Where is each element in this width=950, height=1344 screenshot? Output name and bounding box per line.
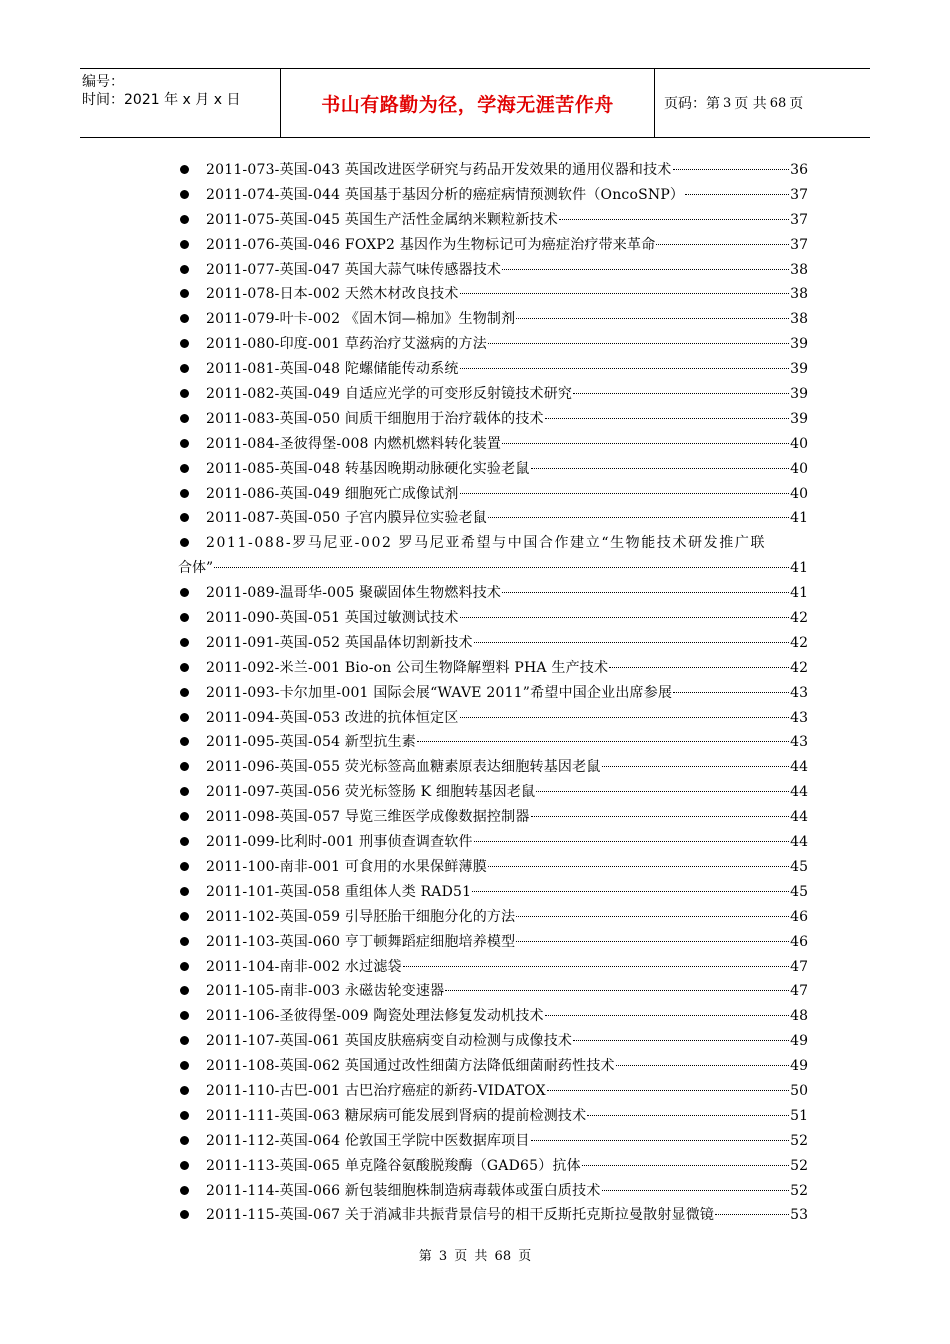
- dot-leader: [488, 342, 789, 344]
- dot-leader: [582, 1164, 789, 1166]
- toc-entry-page: 48: [790, 1008, 808, 1025]
- toc-entry-continuation[interactable]: [178, 556, 808, 581]
- toc-entry-title: 2011-108-英国-062 英国通过改性细菌方法降低细菌耐药性技术: [206, 1058, 615, 1075]
- dot-leader: [559, 218, 789, 220]
- toc-entry-title: 2011-079-叶卡-002 《固木饲—棉加》生物制剂: [206, 311, 516, 328]
- toc-entry-page: 40: [790, 435, 808, 452]
- toc-entry-page: 42: [790, 610, 808, 627]
- toc-entry-page: 47: [790, 958, 808, 975]
- dot-leader: [545, 417, 789, 419]
- toc-entry[interactable]: [178, 382, 808, 407]
- toc-entry-title: 2011-085-英国-048 转基因晚期动脉硬化实验老鼠: [206, 460, 530, 477]
- dot-leader: [488, 865, 789, 867]
- toc-entry-title: 2011-073-英国-043 英国改进医学研究与药品开发效果的通用仪器和技术: [206, 162, 672, 178]
- toc-entry-page: 38: [790, 286, 808, 303]
- toc-entry[interactable]: [178, 1179, 808, 1204]
- dot-leader: [516, 915, 789, 917]
- page-current: 3: [723, 95, 732, 111]
- toc-entry-title: 2011-107-英国-061 英国皮肤癌病变自动检测与成像技术: [206, 1033, 573, 1050]
- toc-entry[interactable]: [178, 1129, 808, 1154]
- dot-leader: [602, 1189, 790, 1191]
- dot-leader: [531, 1139, 790, 1141]
- toc-entry-title: 2011-088-罗马尼亚-002 罗马尼亚希望与中国合作建立“生物能技术研发推广联: [206, 535, 767, 552]
- toc-entry-title: 2011-097-英国-056 荧光标签肠 K 细胞转基因老鼠: [206, 784, 536, 801]
- toc-entry-page: 39: [790, 336, 808, 353]
- dot-leader: [417, 740, 789, 742]
- toc-entry-page: 39: [790, 410, 808, 427]
- toc-entry-title: 2011-075-英国-045 英国生产活性金属纳米颗粒新技术: [206, 211, 558, 228]
- page-footer: 第 3 页 共 68 页: [418, 1249, 532, 1264]
- toc-entry-title: 2011-112-英国-064 伦敦国王学院中医数据库项目: [206, 1132, 530, 1149]
- toc-entry[interactable]: [178, 656, 808, 681]
- toc-entry-title: 2011-114-英国-066 新包装细胞株制造病毒载体或蛋白质技术: [206, 1182, 601, 1199]
- toc-entry[interactable]: [178, 780, 808, 805]
- dot-leader: [502, 442, 789, 444]
- page-prefix: 页码：第: [664, 96, 720, 112]
- dot-leader: [545, 1014, 789, 1016]
- toc-entry[interactable]: [178, 258, 808, 283]
- toc-entry[interactable]: [178, 332, 808, 357]
- toc-entry-page: 50: [790, 1082, 808, 1099]
- dot-leader: [488, 516, 789, 518]
- toc-entry[interactable]: [178, 905, 808, 930]
- toc-entry-page: 42: [790, 634, 808, 651]
- toc-entry-page: 52: [790, 1182, 808, 1199]
- toc-entry[interactable]: [178, 531, 808, 556]
- toc-entry-page: 53: [790, 1207, 808, 1224]
- toc-entry-page: 45: [790, 883, 808, 900]
- toc-entry[interactable]: [178, 158, 808, 183]
- dot-leader: [502, 591, 789, 593]
- header-divider: [654, 69, 655, 137]
- toc-entry-title: 2011-081-英国-048 陀螺储能传动系统: [206, 361, 459, 378]
- toc-entry[interactable]: [178, 457, 808, 482]
- toc-entry-page: 39: [790, 361, 808, 378]
- toc-entry-page: 43: [790, 734, 808, 751]
- toc-entry[interactable]: [178, 407, 808, 432]
- toc-entry-title: 2011-099-比利时-001 刑事侦查调查软件: [206, 834, 473, 851]
- dot-leader: [715, 1213, 789, 1215]
- toc-entry-page: 45: [790, 858, 808, 875]
- toc-entry-title: 2011-074-英国-044 英国基于基因分析的癌症病情预测软件（OncoSNP）: [206, 186, 685, 203]
- toc-entry-title: 2011-093-卡尔加里-001 国际会展“WAVE 2011”希望中国企业出席参展: [206, 684, 673, 701]
- dot-leader: [531, 467, 790, 469]
- dot-leader: [573, 392, 789, 394]
- page-suffix: 页: [789, 96, 804, 112]
- dot-leader: [474, 840, 789, 842]
- toc-entry-title: 2011-082-英国-049 自适应光学的可变形反射镜技术研究: [206, 386, 573, 403]
- toc-entry-page: 49: [790, 1033, 808, 1050]
- toc-entry[interactable]: [178, 1203, 808, 1228]
- header-page-info: [664, 69, 803, 137]
- toc-entry[interactable]: [178, 730, 808, 755]
- toc-entry-title: 2011-098-英国-057 导览三维医学成像数据控制器: [206, 809, 530, 826]
- toc-entry-page: 41: [790, 510, 808, 527]
- dot-leader: [474, 641, 789, 643]
- dot-leader: [502, 268, 789, 270]
- toc-entry-page: 38: [790, 311, 808, 328]
- toc-entry[interactable]: [178, 681, 808, 706]
- toc-entry-title: 2011-094-英国-053 改进的抗体恒定区: [206, 709, 459, 726]
- toc-entry-page: 39: [790, 386, 808, 403]
- toc-entry[interactable]: [178, 830, 808, 855]
- toc-entry-page: 52: [790, 1132, 808, 1149]
- toc-entry[interactable]: [178, 432, 808, 457]
- toc-entry-title: 2011-113-英国-065 单克隆谷氨酸脱羧酶（GAD65）抗体: [206, 1157, 581, 1174]
- toc-entry-title: 2011-084-圣彼得堡-008 内燃机燃料转化装置: [206, 435, 502, 452]
- dot-leader: [609, 666, 789, 668]
- toc-entry-page: 42: [790, 659, 808, 676]
- toc-entry-title: 2011-105-南非-003 永磁齿轮变速器: [206, 983, 445, 1000]
- dot-leader: [403, 965, 789, 967]
- toc-entry-title: 2011-089-温哥华-005 聚碳固体生物燃料技术: [206, 585, 502, 602]
- toc-entry[interactable]: [178, 357, 808, 382]
- toc-entry-page: 37: [790, 236, 808, 253]
- toc-entry-title: 2011-101-英国-058 重组体人类 RAD51: [206, 883, 472, 900]
- toc-entry[interactable]: [178, 1104, 808, 1129]
- toc-entry-page: 52: [790, 1157, 808, 1174]
- dot-leader: [531, 815, 790, 817]
- toc-entry-page: 44: [790, 809, 808, 826]
- toc-entry[interactable]: [178, 1029, 808, 1054]
- toc-entry[interactable]: [178, 706, 808, 731]
- toc-entry-title: 2011-100-南非-001 可食用的水果保鲜薄膜: [206, 858, 487, 875]
- toc-entry-page: 49: [790, 1058, 808, 1075]
- dot-leader: [573, 1039, 789, 1041]
- toc-entry[interactable]: [178, 805, 808, 830]
- dot-leader: [460, 616, 790, 618]
- toc-entry-page: 37: [790, 186, 808, 203]
- dot-leader: [602, 765, 790, 767]
- toc-entry-title: 2011-077-英国-047 英国大蒜气味传感器技术: [206, 261, 502, 278]
- toc-entry[interactable]: [178, 606, 808, 631]
- toc-entry-page: 46: [790, 908, 808, 925]
- toc-entry-title: 2011-092-米兰-001 Bio-on 公司生物降解塑料 PHA 生产技术: [206, 659, 609, 676]
- toc-entry[interactable]: [178, 282, 808, 307]
- dot-leader: [214, 566, 789, 568]
- table-of-contents: [178, 158, 808, 1228]
- toc-entry-title: 2011-087-英国-050 子宫内膜异位实验老鼠: [206, 510, 487, 527]
- toc-entry-page: 37: [790, 211, 808, 228]
- toc-entry-page: 44: [790, 784, 808, 801]
- toc-entry[interactable]: [178, 307, 808, 332]
- toc-entry-page: 41: [790, 585, 808, 602]
- page-total: 68: [769, 95, 787, 111]
- toc-entry[interactable]: [178, 880, 808, 905]
- toc-entry[interactable]: [178, 482, 808, 507]
- toc-entry-page: 40: [790, 460, 808, 477]
- toc-entry-title: 2011-110-古巴-001 古巴治疗癌症的新药-VIDATOX: [206, 1082, 546, 1099]
- page-middle: 页 共: [734, 96, 767, 112]
- toc-entry-page: 38: [790, 261, 808, 278]
- header-motto: 书山有路勤为径，学海无涯苦作舟: [321, 93, 614, 116]
- toc-entry-title: 2011-091-英国-052 英国晶体切割新技术: [206, 634, 473, 651]
- toc-entry-page: 44: [790, 759, 808, 776]
- page-header: [80, 68, 870, 138]
- dot-leader: [472, 890, 789, 892]
- toc-entry-page: 40: [790, 485, 808, 502]
- toc-entry-title: 2011-115-英国-067 关于消减非共振背景信号的相干反斯托克斯拉曼散射显微镜: [206, 1207, 715, 1224]
- toc-entry-title: 2011-080-印度-001 草药治疗艾滋病的方法: [206, 336, 487, 353]
- dot-leader: [656, 243, 789, 245]
- toc-entry[interactable]: [178, 581, 808, 606]
- toc-entry[interactable]: [178, 1004, 808, 1029]
- toc-entry-title: 2011-076-英国-046 FOXP2 基因作为生物标记可为癌症治疗带来革命: [206, 236, 656, 253]
- toc-entry-title: 2011-096-英国-055 荧光标签高血糖素原表达细胞转基因老鼠: [206, 759, 601, 776]
- dot-leader: [673, 691, 789, 693]
- document-date: 时间：2021 年 x 月 x 日: [82, 92, 241, 108]
- toc-entry[interactable]: [178, 955, 808, 980]
- dot-leader: [460, 292, 790, 294]
- dot-leader: [616, 1064, 789, 1066]
- dot-leader: [536, 790, 789, 792]
- toc-entry[interactable]: [178, 979, 808, 1004]
- document-number-label: 编号：: [82, 74, 124, 90]
- toc-entry[interactable]: [178, 1154, 808, 1179]
- toc-entry-page: 46: [790, 933, 808, 950]
- toc-entry-page: 51: [790, 1107, 808, 1124]
- dot-leader: [587, 1114, 789, 1116]
- toc-entry-title: 2011-083-英国-050 间质干细胞用于治疗载体的技术: [206, 410, 544, 427]
- toc-entry[interactable]: [178, 233, 808, 258]
- toc-entry-title: 2011-102-英国-059 引导胚胎干细胞分化的方法: [206, 908, 516, 925]
- toc-entry-title: 2011-095-英国-054 新型抗生素: [206, 734, 416, 751]
- dot-leader: [460, 716, 790, 718]
- toc-entry-page: 47: [790, 983, 808, 1000]
- dot-leader: [516, 317, 789, 319]
- toc-entry-title: 2011-086-英国-049 细胞死亡成像试剂: [206, 485, 459, 502]
- toc-entry-title: 2011-090-英国-051 英国过敏测试技术: [206, 610, 459, 627]
- toc-entry[interactable]: [178, 930, 808, 955]
- toc-entry-title-cont: 合体”: [178, 560, 214, 577]
- header-meta: [82, 73, 278, 133]
- dot-leader: [516, 940, 789, 942]
- toc-entry[interactable]: [178, 1079, 808, 1104]
- toc-entry-title: 2011-078-日本-002 天然木材改良技术: [206, 286, 459, 303]
- toc-entry-page: 44: [790, 834, 808, 851]
- toc-entry-page: 43: [790, 684, 808, 701]
- toc-entry[interactable]: [178, 183, 808, 208]
- toc-entry[interactable]: [178, 208, 808, 233]
- toc-entry[interactable]: [178, 506, 808, 531]
- toc-entry[interactable]: [178, 755, 808, 780]
- dot-leader: [547, 1089, 789, 1091]
- toc-entry-title: 2011-103-英国-060 亨丁顿舞蹈症细胞培养模型: [206, 933, 516, 950]
- dot-leader: [460, 367, 790, 369]
- toc-entry-title: 2011-111-英国-063 糖尿病可能发展到肾病的提前检测技术: [206, 1107, 587, 1124]
- toc-entry-page: 36: [790, 162, 808, 178]
- toc-entry-page: 41: [790, 560, 808, 577]
- dot-leader: [685, 193, 789, 195]
- dot-leader: [445, 989, 789, 991]
- dot-leader: [673, 168, 790, 170]
- toc-entry[interactable]: [178, 1054, 808, 1079]
- toc-entry-page: 43: [790, 709, 808, 726]
- toc-entry-title: 2011-104-南非-002 水过滤袋: [206, 958, 402, 975]
- toc-entry[interactable]: [178, 855, 808, 880]
- toc-entry[interactable]: [178, 631, 808, 656]
- toc-entry-title: 2011-106-圣彼得堡-009 陶瓷处理法修复发动机技术: [206, 1008, 544, 1025]
- dot-leader: [460, 492, 790, 494]
